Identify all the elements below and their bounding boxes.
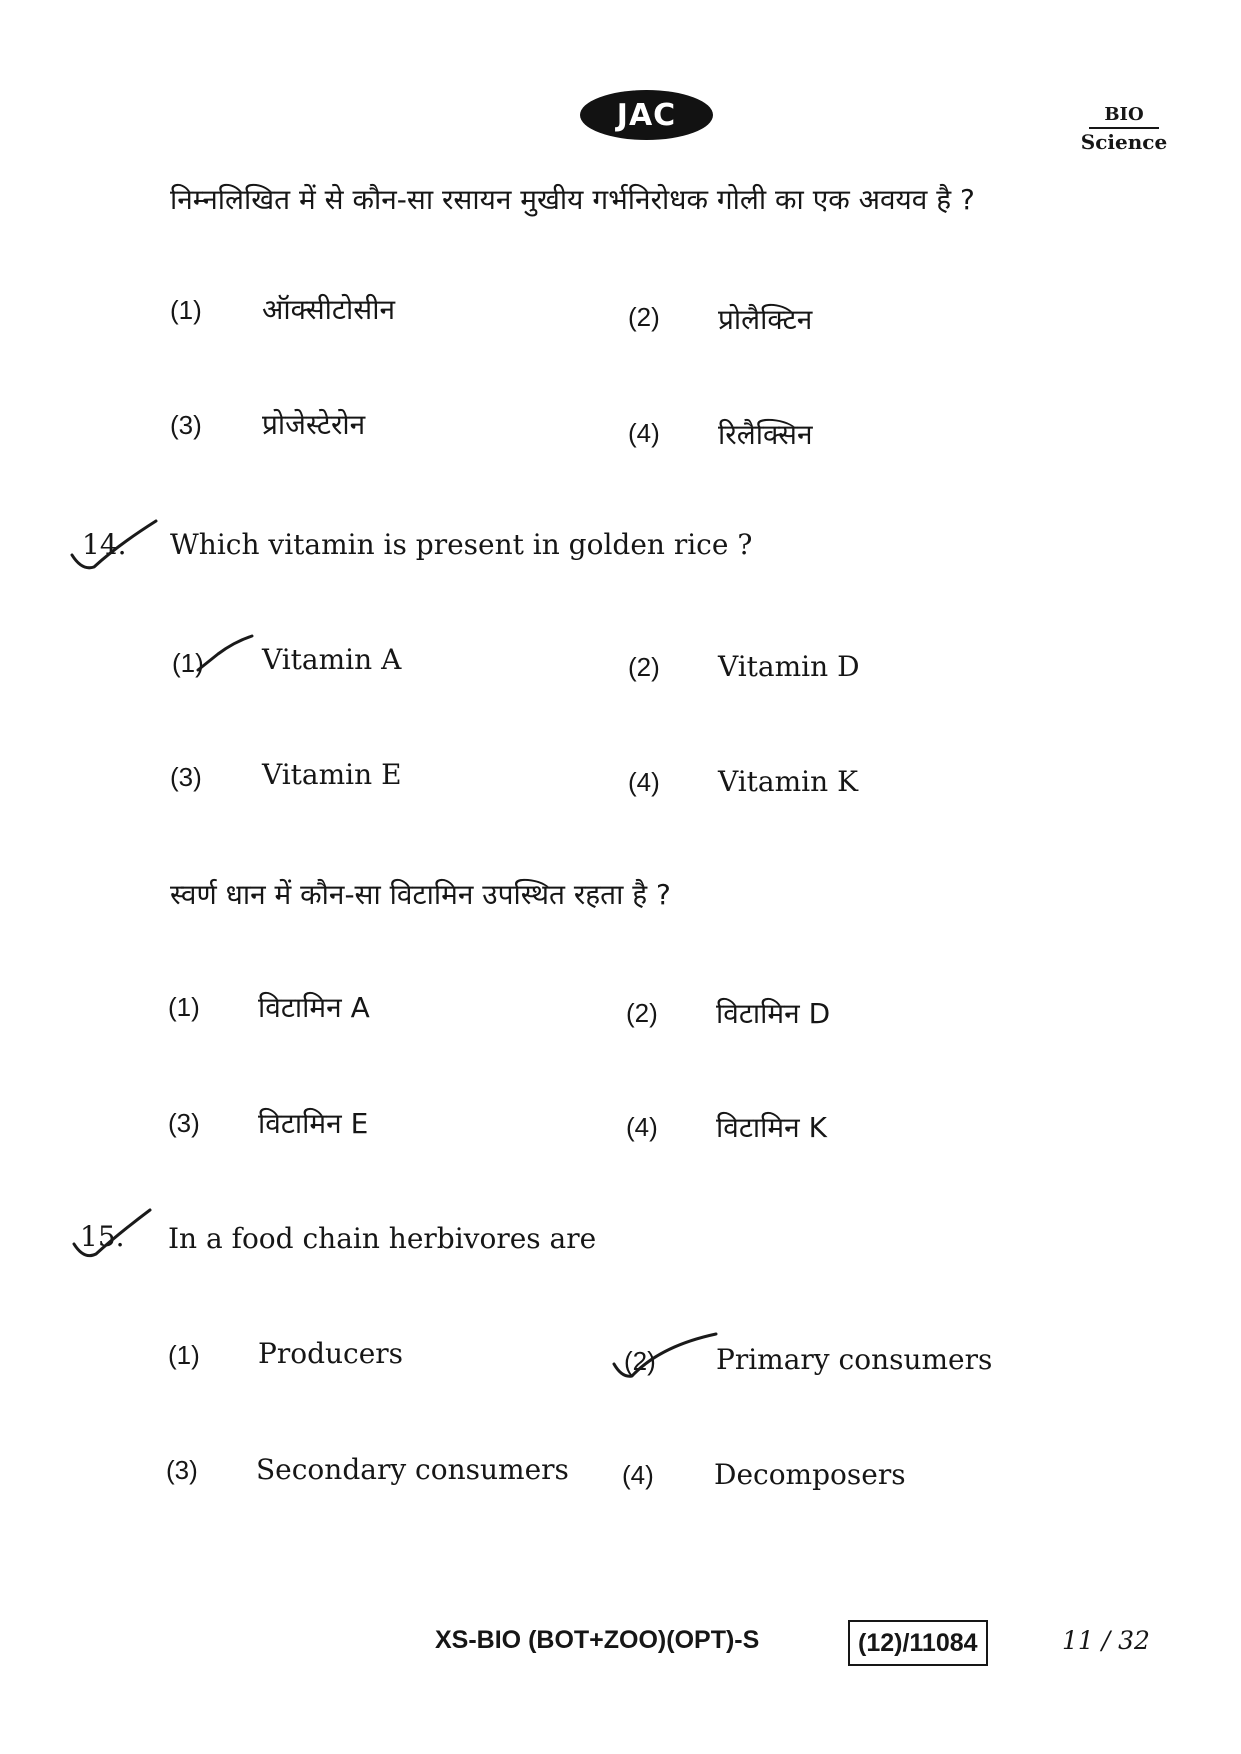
- q14-hindi-option-4-number: (4): [626, 1112, 658, 1142]
- q14-option-2-number: (2): [628, 652, 660, 682]
- q14-hindi-option-1-number: (1): [168, 992, 200, 1022]
- subject-code: BIO: [1089, 104, 1159, 129]
- q15-question: In a food chain herbivores are: [168, 1222, 597, 1255]
- q13-option-1-number: (1): [170, 295, 202, 325]
- q14-option-4-text: Vitamin K: [718, 765, 858, 798]
- subject-label: [1072, 104, 1176, 154]
- q15-option-1-text: Producers: [258, 1337, 404, 1370]
- q14-hindi-option-2-text: विटामिन D: [716, 997, 831, 1030]
- q14-hindi-question: स्वर्ण धान में कौन-सा विटामिन उपस्थित रहता है ?: [170, 878, 671, 911]
- q14-number: 14.: [82, 528, 127, 561]
- q13-option-2-text: प्रोलैक्टिन: [718, 303, 813, 336]
- subject-stream: Science: [1080, 130, 1168, 154]
- q13-option-3-text: प्रोजेस्टेरोन: [262, 408, 366, 441]
- q14-option-3-text: Vitamin E: [262, 758, 402, 791]
- q14-hindi-option-3-text: विटामिन E: [258, 1107, 369, 1140]
- q14-option-1-text: Vitamin A: [262, 643, 402, 676]
- q14-option-1-number: (1): [172, 648, 204, 678]
- q14-question: Which vitamin is present in golden rice ?: [170, 528, 753, 561]
- q14-hindi-option-3-number: (3): [168, 1108, 200, 1138]
- q15-number: 15.: [80, 1220, 125, 1253]
- q13-option-4-number: (4): [628, 418, 660, 448]
- jac-logo: [580, 90, 713, 140]
- q15-option-2-tick-icon: [610, 1326, 720, 1384]
- page-number: 11 / 32: [1062, 1625, 1150, 1655]
- q15-tick-mark-icon: [70, 1204, 154, 1264]
- q14-tick-mark-icon: [68, 515, 160, 575]
- paper-serial-box: (12)/11084: [848, 1620, 988, 1666]
- q14-hindi-option-2-number: (2): [626, 998, 658, 1028]
- jac-logo-text: JAC: [616, 97, 677, 133]
- q13-option-3-number: (3): [170, 410, 202, 440]
- q14-option-2-text: Vitamin D: [718, 650, 860, 683]
- q14-option-1-tick-icon: [196, 632, 256, 678]
- q14-hindi-option-4-text: विटामिन K: [716, 1111, 827, 1144]
- q15-option-1-number: (1): [168, 1340, 200, 1370]
- q15-option-3-number: (3): [166, 1455, 198, 1485]
- q13-hindi-question: निम्नलिखित में से कौन-सा रसायन मुखीय गर्भनिरोधक गोली का एक अवयव है ?: [170, 183, 975, 216]
- paper-code: XS-BIO (BOT+ZOO)(OPT)-S: [435, 1625, 760, 1654]
- q15-option-4-number: (4): [622, 1460, 654, 1490]
- q15-option-2-number: (2): [624, 1346, 656, 1376]
- q13-option-2-number: (2): [628, 302, 660, 332]
- q14-option-4-number: (4): [628, 767, 660, 797]
- q14-option-3-number: (3): [170, 762, 202, 792]
- q13-option-4-text: रिलैक्सिन: [718, 418, 813, 451]
- q13-option-1-text: ऑक्सीटोसीन: [262, 293, 396, 326]
- q15-option-2-text: Primary consumers: [716, 1343, 993, 1376]
- q15-option-4-text: Decomposers: [714, 1458, 906, 1491]
- q15-option-3-text: Secondary consumers: [256, 1453, 569, 1486]
- q14-hindi-option-1-text: विटामिन A: [258, 991, 370, 1024]
